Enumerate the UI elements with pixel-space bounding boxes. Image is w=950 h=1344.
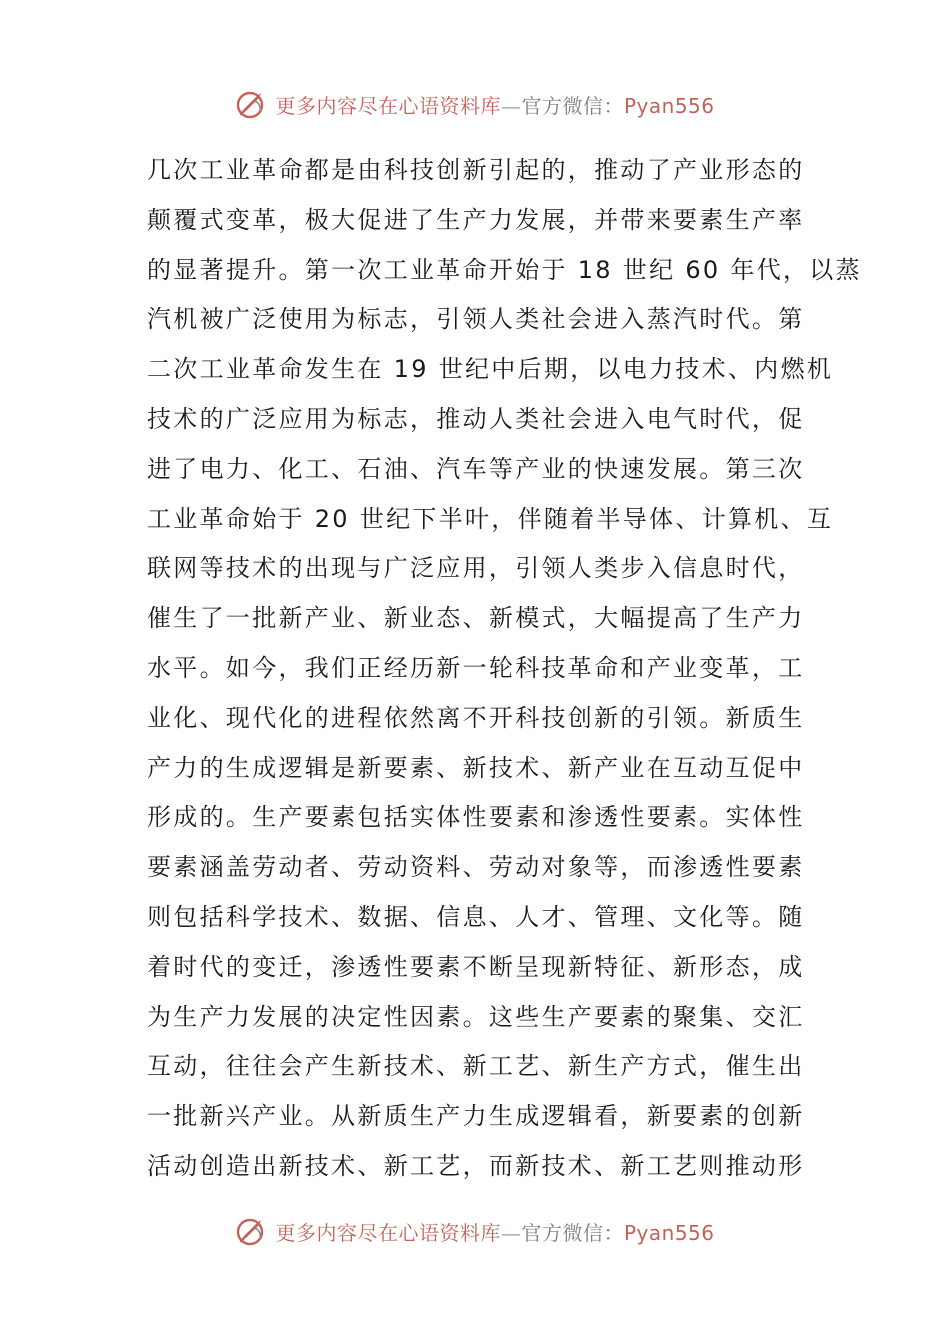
body-line: 汽机被广泛使用为标志，引领人类社会进入蒸汽时代。第: [147, 305, 805, 334]
body-line: 要素涵盖劳动者、劳动资料、劳动对象等，而渗透性要素: [147, 853, 805, 882]
body-line: 工业革命始于 20 世纪下半叶，伴随着半导体、计算机、互: [147, 504, 834, 533]
body-line: 的显著提升。第一次工业革命开始于 18 世纪 60 年代，以蒸: [147, 255, 862, 284]
body-line: 催生了一批新产业、新业态、新模式，大幅提高了生产力: [147, 604, 805, 633]
body-line: 互动，往往会产生新技术、新工艺、新生产方式，催生出: [147, 1052, 805, 1081]
body-line: 联网等技术的出现与广泛应用，引领人类步入信息时代，: [147, 554, 805, 583]
banner-wechat-label: 官方微信：: [521, 93, 624, 118]
pen-circle-icon: [235, 87, 269, 121]
body-line: 技术的广泛应用为标志，推动人类社会进入电气时代，促: [147, 404, 805, 433]
header-banner: [0, 84, 950, 124]
banner-dash: —: [500, 93, 522, 118]
body-line: 一批新兴产业。从新质生产力生成逻辑看，新要素的创新: [147, 1102, 805, 1131]
banner-site-name: 更多内容尽在心语资料库: [275, 1220, 501, 1245]
body-line: 业化、现代化的进程依然离不开科技创新的引领。新质生: [147, 703, 805, 732]
body-line: 则包括科学技术、数据、信息、人才、管理、文化等。随: [147, 902, 805, 931]
body-line: 水平。如今，我们正经历新一轮科技革命和产业变革，工: [147, 653, 805, 682]
body-line: 形成的。生产要素包括实体性要素和渗透性要素。实体性: [147, 803, 805, 832]
body-line: 几次工业革命都是由科技创新引起的，推动了产业形态的: [147, 156, 805, 184]
banner-text: [275, 90, 714, 119]
banner-dash: —: [500, 1220, 522, 1245]
banner-wechat-id: Pyan556: [623, 1220, 715, 1245]
banner-wechat-label: 官方微信：: [521, 1220, 624, 1245]
banner-site-name: 更多内容尽在心语资料库: [275, 93, 501, 118]
body-line: 产力的生成逻辑是新要素、新技术、新产业在互动互促中: [147, 753, 805, 782]
banner-wechat-id: Pyan556: [623, 93, 715, 118]
body-line: 进了电力、化工、石油、汽车等产业的快速发展。第三次: [147, 454, 805, 483]
body-line: 着时代的变迁，渗透性要素不断呈现新特征、新形态，成: [147, 952, 805, 981]
body-line: 二次工业革命发生在 19 世纪中后期，以电力技术、内燃机: [147, 355, 834, 384]
body-line: 为生产力发展的决定性因素。这些生产要素的聚集、交汇: [147, 1002, 805, 1031]
body-line: 活动创造出新技术、新工艺，而新技术、新工艺则推动形: [147, 1151, 805, 1180]
pen-circle-icon: [235, 1214, 269, 1248]
body-line: 颠覆式变革，极大促进了生产力发展，并带来要素生产率: [147, 205, 805, 234]
body-paragraph: [147, 146, 862, 1192]
footer-banner: [0, 1211, 950, 1251]
banner-text: [275, 1217, 714, 1246]
